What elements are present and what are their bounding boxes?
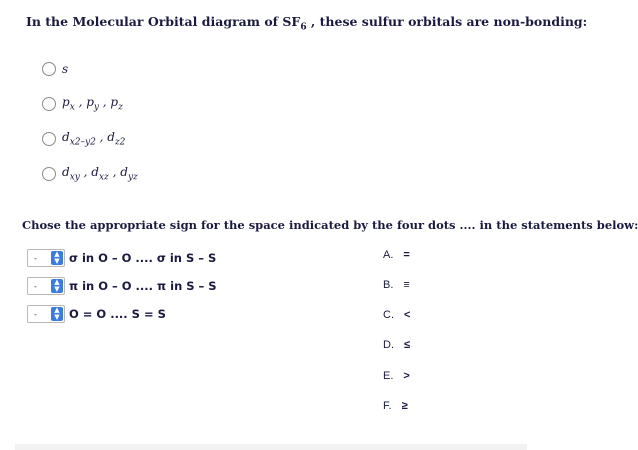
choice-item: [383, 249, 410, 261]
choice-symbol: <: [404, 309, 411, 321]
choice-symbol: >: [403, 370, 410, 382]
choice-item: [383, 339, 410, 351]
choice-letter: B.: [383, 279, 394, 291]
choice-symbol: ≥: [401, 400, 408, 412]
option-label: s: [62, 62, 69, 76]
select-value: -: [34, 281, 37, 291]
panel-footer-strip: [15, 444, 527, 450]
choice-letter: F.: [383, 400, 392, 412]
answer-option-1[interactable]: [42, 62, 68, 76]
updown-chevron-icon[interactable]: ▲ ▼: [51, 307, 63, 321]
question-title: In the Molecular Orbital diagram of $SF_6$ , these sulfur orbitals are non-bonding:: [26, 14, 588, 33]
choice-item: [383, 309, 410, 321]
answer-option-2[interactable]: [42, 95, 123, 112]
statement-text: π in O – O .... π in S – S: [69, 279, 217, 293]
sign-select-3[interactable]: [27, 305, 65, 323]
choice-symbol: =: [403, 249, 410, 261]
sign-select-2[interactable]: [27, 277, 65, 295]
option-label: $d_{x2-y2}$ , $d_{z2}$: [62, 130, 126, 148]
sign-select-1[interactable]: [27, 249, 65, 267]
answer-option-3[interactable]: [42, 130, 125, 147]
statement-row-2: [27, 277, 217, 295]
answer-option-4[interactable]: [42, 165, 138, 182]
statement-row-1: [27, 249, 216, 267]
choice-letter: D.: [383, 339, 394, 351]
matching-instruction: Chose the appropriate sign for the space indicated by the four dots .... in the statements below:: [22, 218, 638, 232]
choice-item: [383, 400, 408, 412]
radio-unchecked-icon[interactable]: [42, 62, 56, 76]
updown-chevron-icon[interactable]: ▲ ▼: [51, 251, 63, 265]
statement-text: O = O .... S = S: [69, 307, 166, 321]
choice-letter: C.: [383, 309, 394, 321]
updown-chevron-icon[interactable]: ▲ ▼: [51, 279, 63, 293]
statement-text: σ in O – O .... σ in S – S: [69, 251, 217, 265]
choice-item: [383, 279, 410, 291]
option-label: $p_x$ , $p_y$ , $p_z$: [62, 95, 123, 113]
choice-letter: E.: [383, 370, 394, 382]
radio-unchecked-icon[interactable]: [42, 97, 56, 111]
choice-symbol: ≤: [404, 339, 411, 351]
select-value: -: [34, 253, 37, 263]
choice-symbol: ≡: [403, 279, 410, 291]
choice-item: [383, 370, 410, 382]
select-value: -: [34, 309, 37, 319]
radio-unchecked-icon[interactable]: [42, 132, 56, 146]
statement-row-3: [27, 305, 166, 323]
radio-unchecked-icon[interactable]: [42, 167, 56, 181]
option-label: $d_{xy}$ , $d_{xz}$ , $d_{yz}$: [62, 165, 138, 183]
choice-letter: A.: [383, 249, 394, 261]
